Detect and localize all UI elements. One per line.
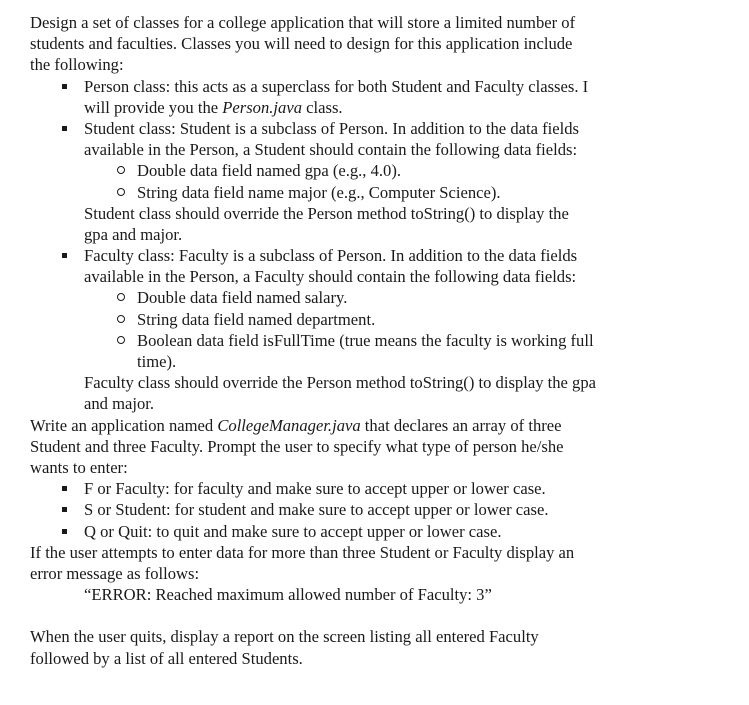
assignment-document: [30, 12, 596, 669]
student-field: String data field name major (e.g., Computer Science).: [30, 182, 596, 203]
option-student: S or Student: for student and make sure to accept upper or lower case.: [30, 499, 596, 520]
error-text: If the user attempts to enter data for more than three Student or Faculty display an: [30, 542, 575, 562]
app-filename: CollegeManager.java: [217, 415, 361, 435]
person-java-filename: Person.java: [222, 97, 302, 117]
faculty-field: Boolean data field isFullTime (true means the faculty is working full: [30, 330, 596, 351]
report-text: followed by a list of all entered Students.: [30, 648, 303, 668]
faculty-field-cont: time).: [137, 352, 177, 371]
student-override: Student class should override the Person method toString() to display the: [84, 203, 569, 223]
bullet-person-cont: [30, 97, 596, 118]
text: class.: [302, 97, 343, 117]
bullet-faculty-cont: available in the Person, a Faculty should contain the following data fields:: [84, 267, 577, 287]
intro-line: the following:: [30, 55, 124, 75]
error-message: “ERROR: Reached maximum allowed number of Faculty: 3”: [84, 585, 492, 605]
text: will provide you the: [84, 97, 223, 117]
bullet-faculty: Faculty class: Faculty is a subclass of Person. In addition to the data fields: [30, 245, 596, 266]
student-field: Double data field named gpa (e.g., 4.0).: [30, 160, 596, 181]
error-text: error message as follows:: [30, 563, 200, 583]
bullet-student: Student class: Student is a subclass of Person. In addition to the data fields: [30, 118, 596, 139]
app-line: wants to enter:: [30, 457, 128, 477]
student-override: gpa and major.: [84, 224, 183, 244]
faculty-field: String data field named department.: [30, 309, 596, 330]
text: Write an application named: [30, 415, 218, 435]
faculty-field: Double data field named salary.: [30, 287, 596, 308]
report-text: When the user quits, display a report on the screen listing all entered Faculty: [30, 627, 539, 647]
intro-line: students and faculties. Classes you will need to design for this application include: [30, 34, 573, 54]
bullet-student-cont: available in the Person, a Student should contain the following data fields:: [84, 140, 578, 160]
bullet-person: Person class: this acts as a superclass for both Student and Faculty classes. I: [30, 76, 596, 97]
option-quit: Q or Quit: to quit and make sure to accept upper or lower case.: [30, 521, 596, 542]
intro-line: Design a set of classes for a college application that will store a limited number of: [30, 13, 576, 32]
app-line: Student and three Faculty. Prompt the user to specify what type of person he/she: [30, 436, 564, 456]
spacer: [30, 605, 596, 626]
option-faculty: F or Faculty: for faculty and make sure to accept upper or lower case.: [30, 478, 596, 499]
app-line: [30, 415, 596, 436]
faculty-override: and major.: [84, 394, 155, 414]
text: that declares an array of three: [360, 415, 562, 435]
faculty-override: Faculty class should override the Person method toString() to display the gpa: [84, 373, 597, 393]
